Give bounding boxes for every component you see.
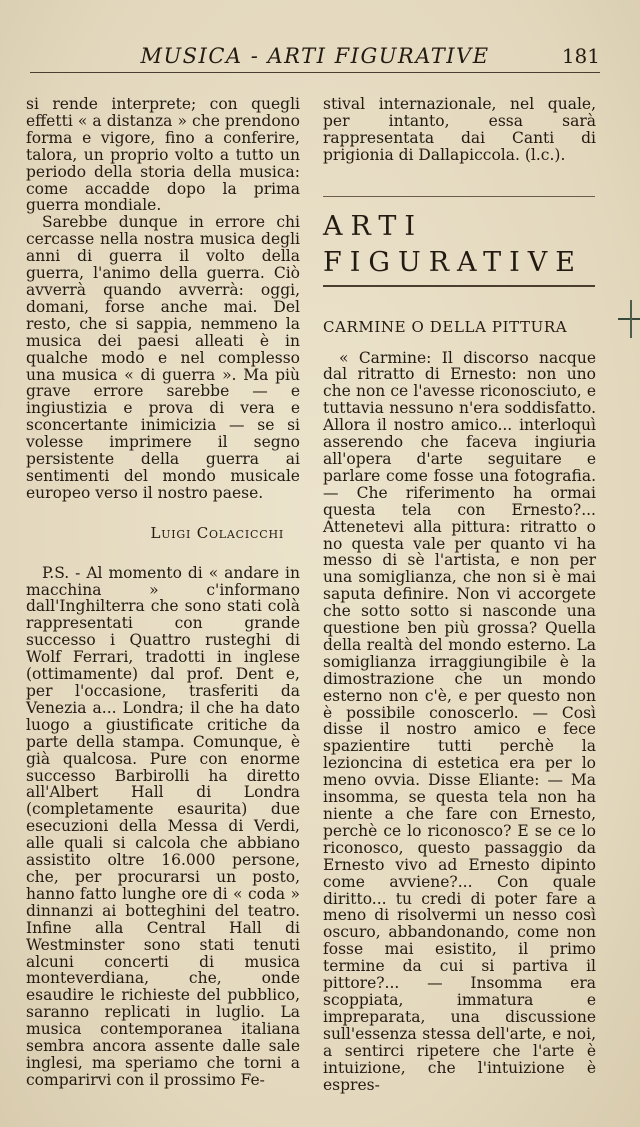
paragraph-1: si rende interprete; con quegli effetti « a distanza » che prendono forma e vigore, fino a conferire, talora, un proprio volto a tutto un periodo della storia della musica: come accadde dopo la prima guerra mondiale. xyxy=(26,95,300,215)
continuation-paragraph: stival internazionale, nel quale, per intanto, essa sarà rappresentata dai Canti di prigionia di Dallapiccola. (l.c.). xyxy=(323,95,596,164)
header-title: MUSICA - ARTI FIGURATIVE xyxy=(140,44,490,68)
left-column xyxy=(26,96,300,1089)
section-title-line-1: ARTI xyxy=(323,210,424,242)
article-body: « Carmine: Il discorso nacque dal ritratto di Ernesto: non uno che non ce l'avesse riconosciuto, e tuttavia nessuno n'era soddisfatto. Allora il nostro amico... interloquì asserendo che faceva ingiuria all'opera d'arte seguitare e parlare come fosse una fotografia. — Che riferimento ha ormai questa tela con Ernesto?... Attenetevi alla pittura: ritratto o no questa vale per quanto vi ha messo di sè l'artista, e non per una somiglianza, che non si è mai saputa definire. Non vi accorgete che sotto sotto si nasconde una questione ben più grossa? Quella della realtà del mondo esterno. La somiglianza irraggiungibile è la dimostrazione che un mondo esterno non c'è, e per questo non è possibile conoscerlo. — Così disse il nostro amico e fece spazientire tutti perchè la lezioncina di estetica era per lo meno ovvia. Disse Eliante: — Ma insomma, se questa tela non ha niente a che fare con Ernesto, perchè ce lo riconosco? E se ce lo riconosco, questo passaggio da Ernesto vivo ad Ernesto dipinto come avviene?... Con quale diritto... tu credi di poter fare a meno di risolvermi un nesso così oscuro, abbandonando, come non fosse mai esistito, il primo termine da cui si partiva il pittore?... — Insomma era scoppiata, immatura e impreparata, una discussione sull'essenza stessa dell'arte, e noi, a sentirci ripetere che l'arte è intuizione, che l'intuizione è espres- xyxy=(323,348,596,1094)
page-number: 181 xyxy=(561,44,600,68)
article-title: CARMINE O DELLA PITTURA xyxy=(323,317,568,336)
author-signature: Luigi Colacicchi xyxy=(150,523,284,542)
running-header xyxy=(30,42,600,73)
margin-mark-vertical xyxy=(630,300,632,338)
margin-mark xyxy=(618,318,640,320)
section-title-line-2: FIGURATIVE xyxy=(323,246,583,278)
postscript-paragraph: P.S. - Al momento di « andare in macchina » c'informano dall'Inghilterra che sono stati colà rappresentati con grande successo i Quattro rusteghi di Wolf Ferrari, tradotti in inglese (ottimamente) dal prof. Dent e, per l'occasione, trasferiti da Venezia a... Londra; il che ha dato luogo a giustificate critiche da parte della stampa. Comunque, è già qualcosa. Pure con enorme successo Barbirolli ha diretto all'Albert Hall di Londra (completamente esaurita) due esecuzioni della Messa di Verdi, alle quali si calcola che abbiano assistito oltre 16.000 persone, che, per procurarsi un posto, hanno fatto lunghe ore di « coda » dinnanzi ai botteghini del teatro. Infine alla Central Hall di Westminster sono stati tenuti alcuni concerti di musica monteverdiana, che, onde esaudire le richieste del pubblico, saranno replicati in luglio. La musica contemporanea italiana sembra ancora assente dalle sale inglesi, ma speriamo che torni a comparirvi con il prossimo Fe- xyxy=(26,563,300,1089)
paragraph-2: Sarebbe dunque in errore chi cercasse nella nostra musica degli anni di guerra il volto della guerra, l'animo della guerra. Ciò avverrà quando avverrà: oggi, domani, forse anche mai. Del resto, che si sappia, nemmeno la musica dei paesi alleati è in qualche modo e nel complesso una musica « di guerra ». Ma più grave errore sarebbe — e ingiustizia e prova di vera e sconcertante inimicizia — se si volesse imprimere il segno persistente della guerra ai sentimenti del mondo musicale europeo verso il nostro paese. xyxy=(26,213,300,502)
right-column xyxy=(323,96,596,1093)
